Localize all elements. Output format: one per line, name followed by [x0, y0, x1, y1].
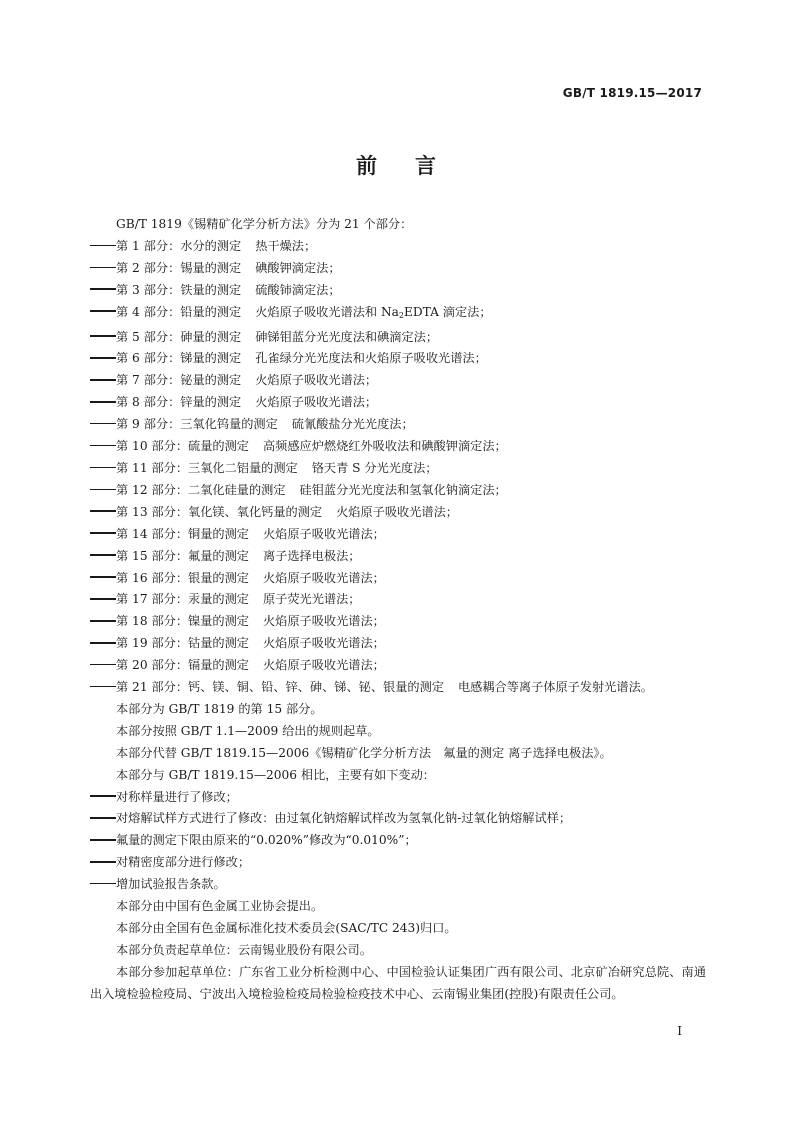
closing-list	[90, 896, 706, 962]
em-dash-mark	[90, 288, 116, 290]
changes-list	[90, 787, 706, 897]
part-method: 孔雀绿分光光度法和火焰原子吸收光谱法；	[255, 351, 487, 366]
em-dash-mark	[90, 817, 116, 819]
change-text: 增加试验报告条款。	[116, 877, 226, 892]
part-title: 第 1 部分：水分的测定	[116, 238, 242, 253]
em-dash-mark	[90, 310, 116, 312]
part-list-item	[90, 524, 706, 546]
em-dash-mark	[90, 664, 116, 666]
part-method: 火焰原子吸收光谱法；	[255, 395, 378, 410]
page-title	[0, 150, 794, 180]
part-method: 火焰原子吸收光谱法；	[262, 636, 385, 651]
parts-list	[90, 236, 706, 699]
part-title: 第 11 部分：三氧化二铝量的测定	[116, 460, 298, 475]
part-method: 火焰原子吸收光谱法；	[262, 614, 385, 629]
part-method: 火焰原子吸收光谱法；	[262, 526, 385, 541]
part-method: 砷锑钼蓝分光光度法和碘滴定法；	[255, 329, 439, 344]
part-method: 火焰原子吸收光谱法和 Na	[255, 304, 399, 319]
em-dash-mark	[90, 357, 116, 359]
change-list-item	[90, 874, 706, 896]
part-title: 第 15 部分：氟量的测定	[116, 548, 249, 563]
closing-paragraph: 本部分由中国有色金属工业协会提出。	[116, 899, 324, 914]
page-number: I	[677, 1024, 682, 1038]
part-method: 火焰原子吸收光谱法；	[336, 504, 458, 519]
part-list-item	[90, 546, 706, 568]
part-list-item	[90, 655, 706, 677]
em-dash-mark	[90, 335, 116, 337]
em-dash-mark	[90, 861, 116, 863]
statement-paragraph: 本部分为 GB/T 1819 的第 15 部分。	[116, 701, 323, 716]
participants-paragraph: 本部分参加起草单位：广东省工业分析检测中心、中国检验认证集团广西有限公司、北京矿冶研究总院、南通出入境检验检疫局、宁波出入境检验检疫局检验检疫技术中心、云南锡业集团(控股)有限责任公司。	[90, 964, 706, 1001]
em-dash-mark	[90, 795, 116, 797]
closing-paragraph: 本部分由全国有色金属标准化技术委员会(SAC/TC 243)归口。	[116, 921, 457, 935]
part-list-item	[90, 414, 706, 436]
em-dash-mark	[90, 245, 116, 247]
part-list-item	[90, 258, 706, 280]
title-char-2: 言	[415, 154, 438, 178]
em-dash-mark	[90, 401, 116, 403]
part-method: 火焰原子吸收光谱法；	[255, 373, 378, 388]
em-dash-mark	[90, 467, 116, 469]
part-method: 原子荧光光谱法；	[262, 592, 361, 607]
part-method: 火焰原子吸收光谱法；	[262, 658, 385, 673]
part-method: 硅钼蓝分光光度法和氢氧化钠滴定法；	[299, 482, 507, 497]
change-list-item	[90, 808, 706, 830]
em-dash-mark	[90, 642, 116, 644]
part-title: 第 16 部分：银量的测定	[116, 570, 249, 585]
part-method: 热干燥法；	[255, 238, 317, 253]
part-title: 第 4 部分：铅量的测定	[116, 304, 242, 319]
part-title: 第 21 部分：钙、镁、铜、铅、锌、砷、锑、铋、银量的测定	[116, 680, 444, 695]
part-method: 离子选择电极法；	[262, 548, 361, 563]
change-text: 对熔解试样方式进行了修改：由过氧化钠熔解试样改为氢氧化钠-过氧化钠熔解试样；	[116, 811, 572, 826]
part-title: 第 3 部分：铁量的测定	[116, 282, 242, 297]
part-title: 第 7 部分：铋量的测定	[116, 373, 242, 388]
part-title: 第 12 部分：二氧化硅量的测定	[116, 482, 286, 497]
closing-paragraph: 本部分负责起草单位：云南锡业股份有限公司。	[116, 942, 372, 957]
part-method: 火焰原子吸收光谱法；	[262, 570, 385, 585]
part-list-item	[90, 677, 706, 699]
statement-paragraph: 本部分与 GB/T 1819.15—2006 相比，主要有如下变动：	[116, 767, 435, 782]
part-list-item	[90, 502, 706, 524]
em-dash-mark	[90, 598, 116, 600]
part-list-item	[90, 633, 706, 655]
change-list-item	[90, 787, 706, 809]
em-dash-mark	[90, 576, 116, 578]
standard-code: GB/T 1819.15—2017	[562, 86, 702, 100]
part-title: 第 14 部分：铜量的测定	[116, 526, 249, 541]
statements-list	[90, 699, 706, 787]
part-method: 硫氰酸盐分光光度法；	[291, 417, 414, 432]
title-char-1: 前	[356, 154, 379, 178]
em-dash-mark	[90, 620, 116, 622]
part-list-item	[90, 392, 706, 414]
part-list-item	[90, 568, 706, 590]
part-list-item	[90, 436, 706, 458]
intro-paragraph: GB/T 1819《锡精矿化学分析方法》分为 21 个部分：	[116, 217, 413, 231]
em-dash-mark	[90, 445, 116, 447]
part-title: 第 8 部分：锌量的测定	[116, 395, 242, 410]
em-dash-mark	[90, 883, 116, 885]
em-dash-mark	[90, 489, 116, 491]
foreword-body	[90, 214, 706, 1006]
change-text: 氟量的测定下限由原来的“0.020%”修改为“0.010%”；	[116, 833, 417, 848]
em-dash-mark	[90, 379, 116, 381]
em-dash-mark	[90, 267, 116, 269]
part-list-item	[90, 589, 706, 611]
part-method: 高频感应炉燃烧红外吸收法和碘酸钾滴定法；	[262, 439, 507, 454]
part-title: 第 18 部分：镍量的测定	[116, 614, 249, 629]
part-list-item	[90, 348, 706, 370]
part-list-item	[90, 458, 706, 480]
part-method: 电感耦合等离子体原子发射光谱法。	[457, 680, 653, 695]
part-title: 第 17 部分：汞量的测定	[116, 592, 249, 607]
part-title: 第 2 部分：锡量的测定	[116, 260, 242, 275]
em-dash-mark	[90, 554, 116, 556]
part-list-item	[90, 370, 706, 392]
change-text: 对精密度部分进行修改；	[116, 855, 251, 870]
change-text: 对称样量进行了修改；	[116, 789, 238, 804]
part-title: 第 20 部分：镉量的测定	[116, 658, 249, 673]
part-method-tail: EDTA 滴定法；	[403, 304, 492, 319]
part-title: 第 13 部分：氧化镁、氧化钙量的测定	[116, 504, 323, 519]
part-title: 第 10 部分：硫量的测定	[116, 439, 249, 454]
em-dash-mark	[90, 839, 116, 841]
part-list-item	[90, 302, 706, 327]
part-title: 第 5 部分：砷量的测定	[116, 329, 242, 344]
em-dash-mark	[90, 686, 116, 688]
part-list-item	[90, 611, 706, 633]
em-dash-mark	[90, 532, 116, 534]
em-dash-mark	[90, 423, 116, 425]
change-list-item	[90, 830, 706, 852]
part-list-item	[90, 327, 706, 349]
part-list-item	[90, 480, 706, 502]
part-list-item	[90, 280, 706, 302]
part-list-item	[90, 236, 706, 258]
part-method: 硫酸铈滴定法；	[255, 282, 341, 297]
part-method: 碘酸钾滴定法；	[255, 260, 341, 275]
part-title: 第 9 部分：三氧化钨量的测定	[116, 417, 278, 432]
statement-paragraph: 本部分代替 GB/T 1819.15—2006《锡精矿化学分析方法 氟量的测定 离子选择电极法》。	[116, 745, 612, 760]
statement-paragraph: 本部分按照 GB/T 1.1—2009 给出的规则起草。	[116, 723, 380, 738]
change-list-item	[90, 852, 706, 874]
part-title: 第 19 部分：钴量的测定	[116, 636, 249, 651]
em-dash-mark	[90, 510, 116, 512]
subscript: 2	[398, 310, 404, 320]
part-title: 第 6 部分：锑量的测定	[116, 351, 242, 366]
part-method: 铬天青 S 分光光度法；	[311, 460, 438, 475]
